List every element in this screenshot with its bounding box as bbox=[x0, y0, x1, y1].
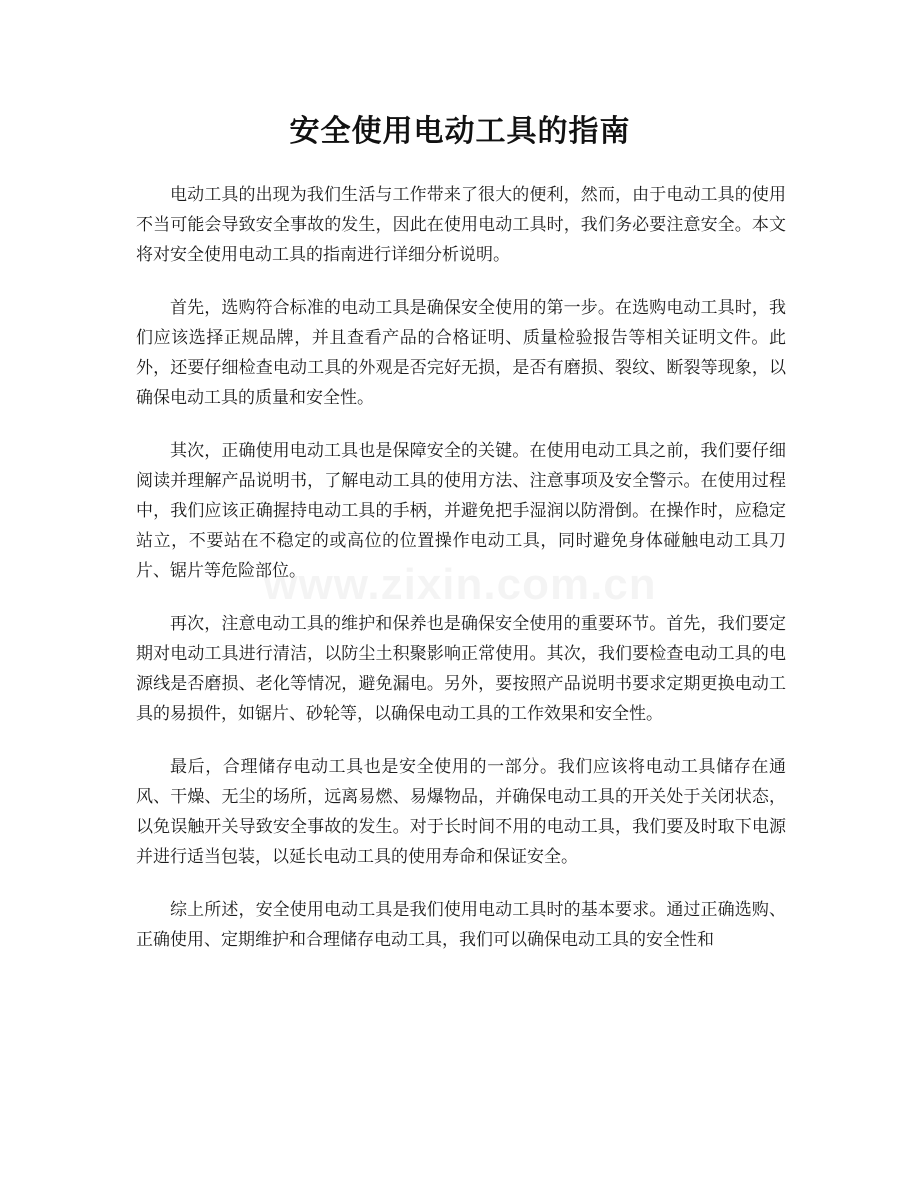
paragraph-purchase: 首先，选购符合标准的电动工具是确保安全使用的第一步。在选购电动工具时，我们应该选择正规品牌，并且查看产品的合格证明、质量检验报告等相关证明文件。此外，还要仔细检查电动工具的外观是否完好无损，是否有磨损、裂纹、断裂等现象，以确保电动工具的质量和安全性。 bbox=[136, 298, 786, 408]
paragraph-maintenance: 再次，注意电动工具的维护和保养也是确保安全使用的重要环节。首先，我们要定期对电动工具进行清洁，以防尘土积聚影响正常使用。其次，我们要检查电动工具的电源线是否磨损、老化等情况，避免漏电。另外，要按照产品说明书要求定期更换电动工具的易损件，如锯片、砂轮等，以确保电动工具的工作效果和安全性。 bbox=[136, 614, 786, 724]
paragraph-storage: 最后，合理储存电动工具也是安全使用的一部分。我们应该将电动工具储存在通风、干燥、无尘的场所，远离易燃、易爆物品，并确保电动工具的开关处于关闭状态，以免误触开关导致安全事故的发生。对于长时间不用的电动工具，我们要及时取下电源并进行适当包装，以延长电动工具的使用寿命和保证安全。 bbox=[136, 757, 786, 867]
paragraph-intro: 电动工具的出现为我们生活与工作带来了很大的便利，然而，由于电动工具的使用不当可能会导致安全事故的发生，因此在使用电动工具时，我们务必要注意安全。本文将对安全使用电动工具的指南进行详细分析说明。 bbox=[136, 185, 786, 265]
paragraph-conclusion: 综上所述，安全使用电动工具是我们使用电动工具时的基本要求。通过正确选购、正确使用、定期维护和合理储存电动工具，我们可以确保电动工具的安全性和 bbox=[136, 900, 786, 950]
paragraph-usage: 其次，正确使用电动工具也是保障安全的关键。在使用电动工具之前，我们要仔细阅读并理解产品说明书，了解电动工具的使用方法、注意事项及安全警示。在使用过程中，我们应该正确握持电动工具的手柄，并避免把手湿润以防滑倒。在操作时，应稳定站立，不要站在不稳定的或高位的位置操作电动工具，同时避免身体碰触电动工具刀片、锯片等危险部位。 bbox=[136, 441, 786, 581]
document-title: 安全使用电动工具的指南 bbox=[289, 114, 631, 149]
document-body bbox=[136, 180, 786, 978]
